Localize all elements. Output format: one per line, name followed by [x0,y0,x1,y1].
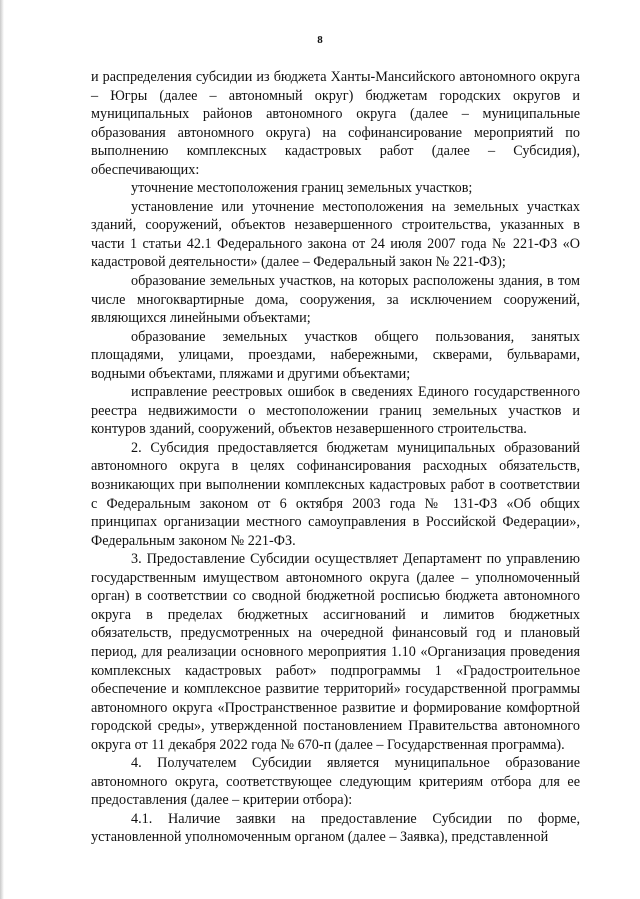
paragraph-item-land-formation: образование земельных участков, на которых расположены здания, в том числе многоквартирные дома, сооружения, за исключением сооружений, являющихся линейными объектами; [91,273,580,327]
paragraph-section-4: 4. Получателем Субсидии является муниципальное образование автономного округа, соответствующее следующим критериям отбора для ее предоставления (далее – критерии отбора): [91,755,580,809]
paragraph-item-buildings: установление или уточнение местоположения на земельных участках зданий, сооружений, объектов незавершенного строительства, указанных в части 1 статьи 42.1 Федерального закона от 24 июля 2007 года № 221-ФЗ «О кадастровой деятельности» (далее – Федеральный закон № 221-ФЗ); [91,198,580,271]
paragraph-intro: и распределения субсидии из бюджета Ханты-Мансийского автономного округа – Югры (далее – автономный округ) бюджетам городских округов и муниципальных районов автономного округа (далее – муниципальные образования автономного округа) на софинансирование мероприятий по выполнению комплексных кадастровых работ (далее – Субсидия), обеспечивающих: [91,69,580,178]
paragraph-item-boundaries: уточнение местоположения границ земельных участков; [131,180,473,197]
paragraph-item-registry-errors: исправление реестровых ошибок в сведениях Единого государственного реестра недвижимости о местоположении границ земельных участков и контуров зданий, сооружений, объектов незавершенного строительства. [91,384,580,438]
document-body [91,68,580,847]
paragraph-section-2: 2. Субсидия предоставляется бюджетам муниципальных образований автономного округа в целях софинансирования расходных обязательств, возникающих при выполнении комплексных кадастровых работ в соответствии с Федеральным законом от 6 октября 2003 года № 131-ФЗ «Об общих принципах организации местного самоуправления в Российской Федерации», Федеральным законом № 221-ФЗ. [91,439,580,549]
paragraph-section-4-1: 4.1. Наличие заявки на предоставление Субсидии по форме, установленной уполномоченным органом (далее – Заявка), представленной [91,810,580,846]
paragraph-item-public-land: образование земельных участков общего пользования, занятых площадями, улицами, проездами, набережными, скверами, бульварами, водными объектами, пляжами и другими объектами; [91,328,580,382]
page-number: 8 [317,34,323,46]
scan-edge [0,0,4,899]
paragraph-section-3: 3. Предоставление Субсидии осуществляет Департамент по управлению государственным имуществом автономного округа (далее – уполномоченный орган) в соответствии со сводной бюджетной росписью бюджета автономного округа в пределах бюджетных ассигнований и лимитов бюджетных обязательств, предусмотренных на очередной финансовый год и плановый период, для реализации основного мероприятия 1.10 «Организация проведения комплексных кадастровых работ» подпрограммы 1 «Градостроительное обеспечение и комплексное развитие территорий» государственной программы автономного округа «Пространственное развитие и формирование комфортной городской среды», утвержденной постановлением Правительства автономного округа от 11 декабря 2022 года № 670-п (далее – Государственная программа). [91,551,580,753]
